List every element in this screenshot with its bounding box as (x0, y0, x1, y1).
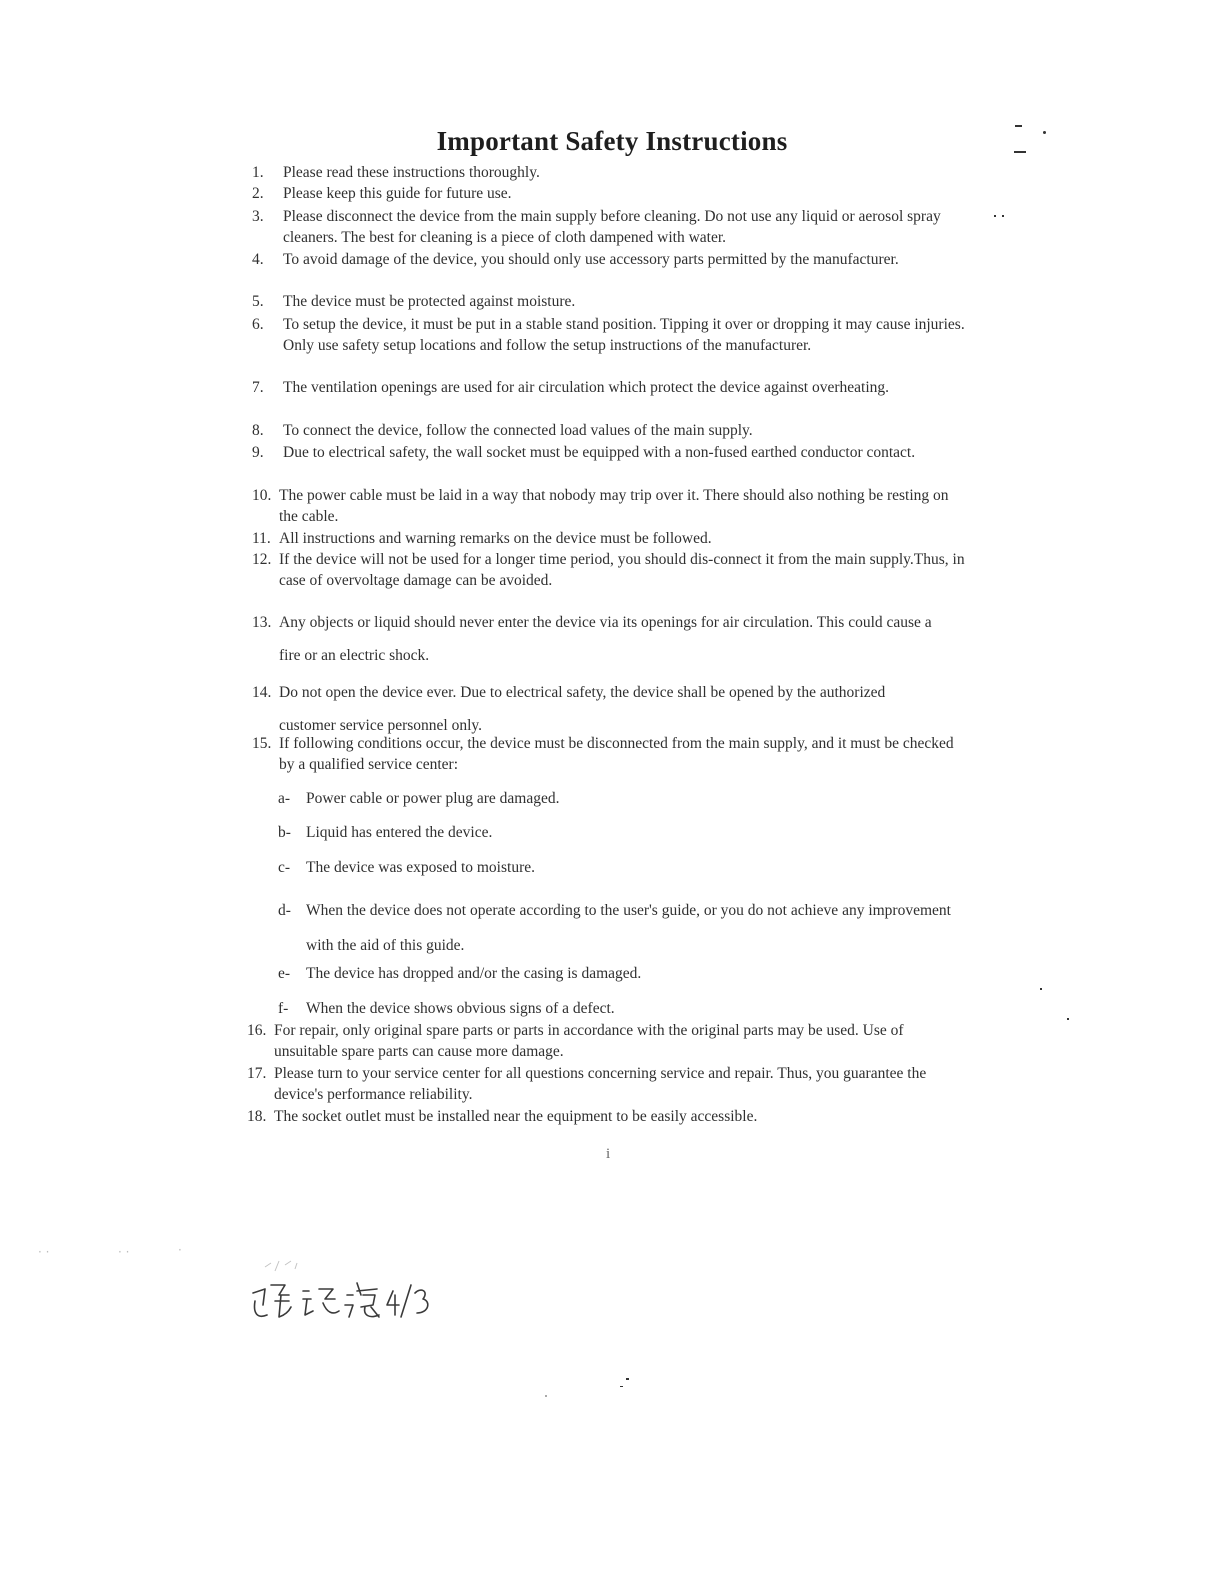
item-number: 13. (252, 614, 272, 631)
scan-noise: · · (118, 1245, 130, 1259)
sub-item-letter: b- (278, 824, 291, 841)
list-item (247, 1020, 962, 1062)
list-item (252, 442, 972, 463)
item-number: 12. (252, 551, 272, 568)
item-number: 5. (252, 293, 264, 310)
item-text: Any objects or liquid should never enter the device via its openings for air circulation. This could cause a fire or an electric shock. (279, 614, 932, 664)
scan-speck (626, 1378, 629, 1380)
page-title: Important Safety Instructions (436, 126, 788, 156)
list-item (252, 183, 972, 204)
scan-speck (1002, 215, 1004, 217)
item-number: 9. (252, 444, 264, 461)
list-item (252, 291, 972, 312)
sub-item-text: When the device shows obvious signs of a defect. (306, 1000, 615, 1017)
item-text: The device must be protected against moisture. (283, 293, 576, 310)
item-text: Due to electrical safety, the wall socket must be equipped with a non-fused earthed conductor contact. (283, 444, 916, 461)
sub-item (278, 893, 968, 963)
item-text: All instructions and warning remarks on the device must be followed. (279, 530, 712, 547)
item-text: The socket outlet must be installed near the equipment to be easily accessible. (274, 1108, 758, 1125)
sub-item-letter: f- (278, 1000, 289, 1017)
sub-item (278, 857, 968, 878)
item-number: 17. (247, 1065, 267, 1082)
scan-noise: · · (38, 1245, 50, 1259)
sub-item-letter: e- (278, 965, 291, 982)
scan-speck (620, 1386, 623, 1387)
sub-item-text: The device has dropped and/or the casing is damaged. (306, 965, 642, 982)
scan-noise: · (178, 1243, 182, 1257)
list-item (252, 549, 970, 591)
item-number: 3. (252, 208, 264, 225)
item-text: Please keep this guide for future use. (283, 185, 512, 202)
item-text: To connect the device, follow the connected load values of the main supply. (283, 422, 753, 439)
item-text: The power cable must be laid in a way that nobody may trip over it. There should also nothing be resting on the cable. (279, 487, 949, 525)
scan-speck (1015, 125, 1022, 127)
list-item (252, 420, 972, 441)
item-text: Please read these instructions thoroughly. (283, 164, 540, 181)
list-item (252, 606, 952, 672)
sub-item-letter: c- (278, 859, 291, 876)
item-text: If the device will not be used for a longer time period, you should dis-connect it from the main supply.Thus, in case of overvoltage damage can be avoided. (279, 551, 965, 589)
sub-item-letter: a- (278, 790, 291, 807)
item-text: To avoid damage of the device, you should only use accessory parts permitted by the manufacturer. (283, 251, 899, 268)
list-item (247, 1063, 947, 1105)
item-number: 2. (252, 185, 264, 202)
item-text: If following conditions occur, the device must be disconnected from the main supply, and it must be checked by a qualified service center: (279, 735, 954, 773)
list-item (252, 528, 972, 549)
sub-item (278, 963, 968, 984)
sub-item (278, 788, 968, 809)
sub-item (278, 998, 968, 1019)
scan-speck (1040, 988, 1042, 990)
item-number: 18. (247, 1108, 267, 1125)
scan-speck (1014, 151, 1026, 153)
list-item (252, 314, 970, 356)
sub-item-letter: d- (278, 902, 291, 919)
item-number: 4. (252, 251, 264, 268)
sub-item (278, 822, 968, 843)
item-number: 6. (252, 316, 264, 333)
item-text: Please turn to your service center for all questions concerning service and repair. Thus, you guarantee the device's performance reliability. (274, 1065, 927, 1103)
item-number: 14. (252, 684, 272, 701)
sub-item-text: The device was exposed to moisture. (306, 859, 535, 876)
item-number: 16. (247, 1022, 267, 1039)
list-item (252, 206, 972, 248)
list-item (252, 733, 970, 775)
list-item (252, 162, 972, 183)
list-item (247, 1106, 962, 1127)
scan-speck (1067, 1018, 1069, 1020)
item-text: To setup the device, it must be put in a stable stand position. Tipping it over or dropping it may cause injuries. Only use safety setup locations and follow the setup instructions of the manufacturer. (283, 316, 965, 354)
page-number: i (606, 1146, 611, 1162)
scan-speck (1043, 131, 1046, 134)
item-number: 7. (252, 379, 264, 396)
item-number: 10. (252, 487, 272, 504)
list-item (252, 249, 942, 270)
item-text: Please disconnect the device from the main supply before cleaning. Do not use any liquid or aerosol spray cleaners. The best for cleaning is a piece of cloth dampened with water. (283, 208, 941, 246)
item-text: Do not open the device ever. Due to electrical safety, the device shall be opened by the authorized customer service personnel only. (279, 684, 886, 734)
item-number: 8. (252, 422, 264, 439)
list-item (252, 377, 952, 398)
sub-item-text: When the device does not operate according to the user's guide, or you do not achieve any improvement with the aid of this guide. (306, 902, 951, 954)
item-text: The ventilation openings are used for air circulation which protect the device against overheating. (283, 379, 889, 396)
sub-item-text: Liquid has entered the device. (306, 824, 493, 841)
item-number: 1. (252, 164, 264, 181)
scan-speck (545, 1395, 547, 1397)
scan-speck (994, 215, 996, 217)
item-number: 15. (252, 735, 272, 752)
item-number: 11. (252, 530, 271, 547)
sub-item-text: Power cable or power plug are damaged. (306, 790, 560, 807)
item-text: For repair, only original spare parts or parts in accordance with the original parts may be used. Use of unsuitable spare parts can cause more damage. (274, 1022, 904, 1060)
list-item (252, 485, 970, 527)
handwritten-signature (245, 1255, 445, 1325)
